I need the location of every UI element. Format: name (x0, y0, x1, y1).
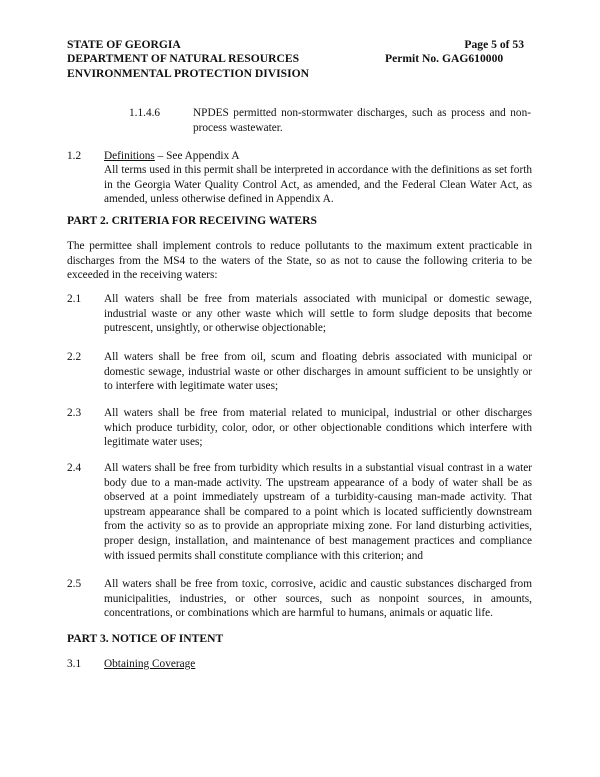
item-number: 3.1 (67, 658, 82, 670)
definitions-title: Definitions (104, 150, 155, 162)
header-line-3: ENVIRONMENTAL PROTECTION DIVISION (67, 66, 310, 80)
part2-intro: The permittee shall implement controls to reduce pollutants to the maximum extent practicable in discharges from the MS4 to the waters of the State, so as not to cause the following criteria to be exceeded in the receiving waters: (67, 240, 532, 282)
header-agency (67, 38, 309, 81)
header-line-2: DEPARTMENT OF NATURAL RESOURCES (67, 52, 300, 66)
page-number: Page 5 of 53 (464, 38, 524, 51)
header-line-1: STATE OF GEORGIA (67, 38, 181, 51)
part3-heading: PART 3. NOTICE OF INTENT (67, 632, 224, 645)
item-number: 2.5 (67, 578, 82, 590)
item-number: 1.2 (67, 150, 82, 162)
item-number: 2.2 (67, 351, 82, 363)
item-number: 2.3 (67, 407, 82, 419)
item-number: 2.4 (67, 462, 82, 474)
definitions-suffix: – See Appendix A (154, 150, 240, 162)
criterion-text: All waters shall be free from materials associated with municipal or domestic sewage, industrial waste or any other waste which will settle to form sludge deposits that become putrescent, unsightly, or otherwise objectionable; (104, 293, 532, 335)
criterion-text: All waters shall be free from material related to municipal, industrial or other discharges which produce turbidity, color, odor, or other objectionable conditions which interfere with legitimate water uses; (104, 407, 532, 449)
definitions-text: All terms used in this permit shall be interpreted in accordance with the definitions as set forth in the Georgia Water Quality Control Act, as amended, and the Federal Clean Water Act, as amended, unless otherwise defined in Appendix A. (104, 164, 532, 206)
item-text: NPDES permitted non-stormwater discharges, such as process and non-process wastewater. (193, 107, 531, 134)
criterion-text: All waters shall be free from turbidity which results in a substantial visual contrast in a water body due to a man-made activity. The upstream appearance of a body of water shall be as observed at a point immediately upstream of a turbidity-causing man-made activity. That upstream appearance shall be compared to a point which is located sufficiently downstream from the activity so as to provide an appropriate mixing zone. For land disturbing activities, proper design, installation, and maintenance of best management practices and compliance with issued permits shall constitute compliance with this criterion; and (104, 462, 532, 562)
permit-number: Permit No. GAG610000 (385, 52, 504, 66)
criterion-text: All waters shall be free from toxic, corrosive, acidic and caustic substances discharged from municipalities, industries, or other sources, such as nonpoint sources, in amounts, concentrations, or combinations which are harmful to humans, animals or aquatic life. (104, 578, 532, 620)
definitions-heading (104, 149, 240, 164)
criterion-text: All waters shall be free from oil, scum and floating debris associated with municipal or domestic sewage, industrial waste or other discharges in amount sufficient to be unsightly or to interfere with legitimate water uses; (104, 351, 532, 393)
part2-heading: PART 2. CRITERIA FOR RECEIVING WATERS (67, 214, 317, 227)
item-number: 1.1.4.6 (129, 107, 161, 119)
header-page-info (385, 38, 524, 67)
obtaining-coverage-title: Obtaining Coverage (104, 658, 196, 670)
item-number: 2.1 (67, 293, 82, 305)
